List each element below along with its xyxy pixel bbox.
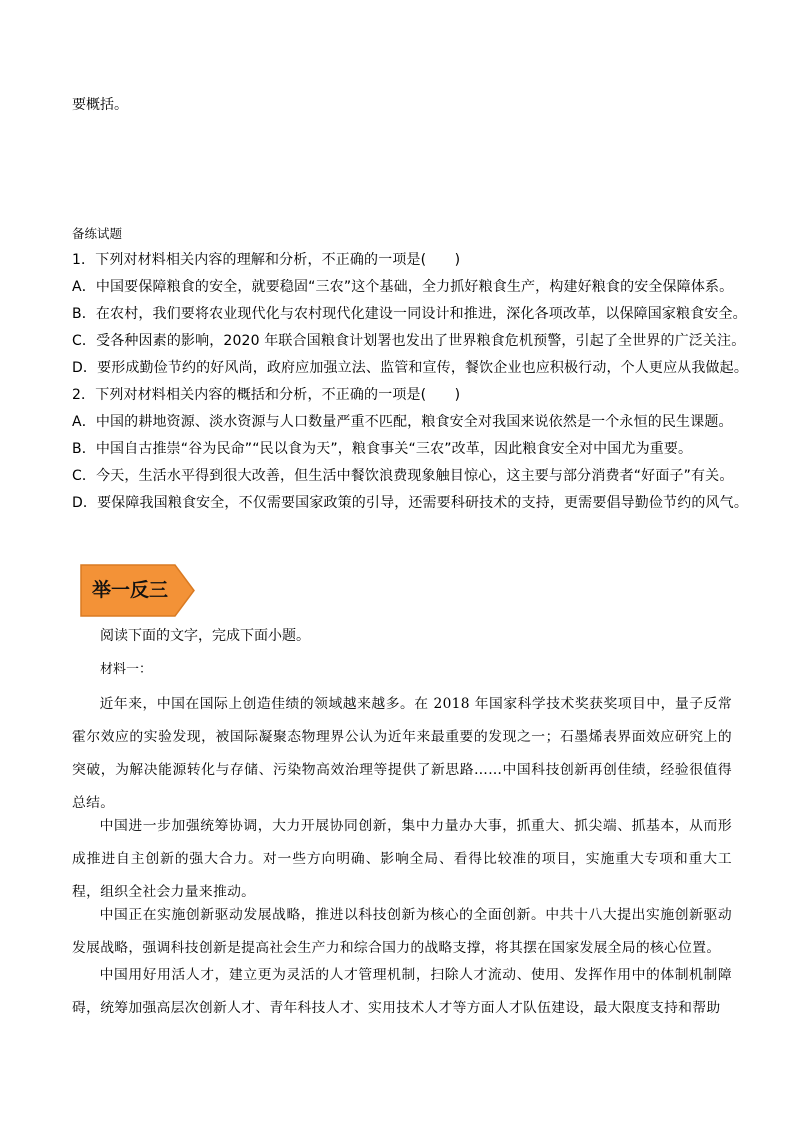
- q2-option-a: A．中国的耕地资源、淡水资源与人口数量严重不匹配，粮食安全对我国来说依然是一个永恒的民生课题。: [72, 414, 733, 430]
- q1-option-a: A．中国要保障粮食的安全，就要稳固“三农”这个基础，全力抓好粮食生产，构建好粮食的安全保障体系。: [72, 279, 734, 295]
- q1-option-d: D．要形成勤俭节约的好风尚，政府应加强立法、监管和宣传，餐饮企业也应积极行动，个人更应从我做起。: [72, 360, 748, 376]
- paragraph-4: 中国用好用活人才，建立更为灵活的人才管理机制，扫除人才流动、使用、发挥作用中的体制机制障碍，统筹加强高层次创新人才、青年科技人才、实用技术人才等方面人才队伍建设，最大限度支持和帮助: [72, 967, 732, 1016]
- q2-option-b: B．中国自古推崇“谷为民命”“民以食为天”，粮食事关“三农”改革，因此粮食安全对中国尤为重要。: [72, 441, 693, 457]
- material-label: 材料一：: [100, 662, 153, 677]
- paragraph-2: 中国进一步加强统筹协调，大力开展协同创新，集中力量办大事，抓重大、抓尖端、抓基本，从而形成推进自主创新的强大合力。对一些方向明确、影响全局、看得比较准的项目，实施重大专项和重大工程，组织全社会力量来推动。: [72, 818, 732, 900]
- q2-option-d: D．要保障我国粮食安全，不仅需要国家政策的引导，还需要科研技术的支持，更需要倡导勤俭节约的风气。: [72, 495, 748, 511]
- practice-title: 备练试题: [72, 226, 123, 241]
- q1-stem: 1．下列对材料相关内容的理解和分析，不正确的一项是( ): [72, 252, 461, 268]
- top-fragment-text: 要概括。: [72, 97, 128, 113]
- paragraph-3: 中国正在实施创新驱动发展战略，推进以科技创新为核心的全面创新。中共十八大提出实施创新驱动发展战略，强调科技创新是提高社会生产力和综合国力的战略支撑，将其摆在国家发展全局的核心位置。: [72, 907, 732, 956]
- paragraph-1: 近年来，中国在国际上创造佳绩的领域越来越多。在 2018 年国家科学技术奖获奖项目中，量子反常霍尔效应的实验发现，被国际凝聚态物理界公认为近年来最重要的发现之一；石墨烯表界面效应研究上的突破，为解决能源转化与存储、污染物高效治理等提供了新思路……中国科技创新再创佳绩，经验很值得总结。: [72, 696, 732, 811]
- reading-instruction: 阅读下面的文字，完成下面小题。: [100, 628, 310, 644]
- q2-option-c: C．今天，生活水平得到很大改善，但生活中餐饮浪费现象触目惊心，这主要与部分消费者“好面子”有关。: [72, 468, 734, 484]
- q1-option-b: B．在农村，我们要将农业现代化与农村现代化建设一同设计和推进，深化各项改革，以保障国家粮食安全。: [72, 306, 747, 322]
- q1-option-c: C．受各种因素的影响，2020 年联合国粮食计划署也发出了世界粮食危机预警，引起了全世界的广泛关注。: [72, 333, 746, 349]
- q2-stem: 2．下列对材料相关内容的概括和分析，不正确的一项是( ): [72, 387, 461, 403]
- section-badge-label: 举一反三: [91, 579, 168, 601]
- section-badge: [80, 564, 195, 617]
